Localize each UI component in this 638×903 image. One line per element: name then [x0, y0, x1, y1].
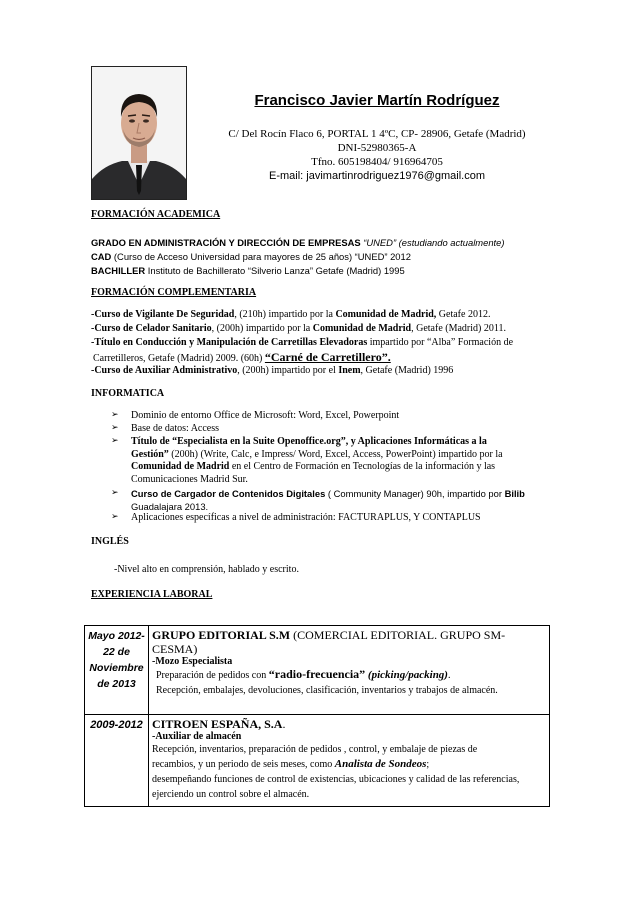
- job-desc: Preparación de pedidos con “radio-frecuencia” (picking/packing).: [156, 667, 451, 681]
- job-desc: Recepción, inventarios, preparación de pedidos , control, y embalaje de piezas de: [152, 744, 478, 755]
- arrow-bullet-icon: ➢: [111, 410, 119, 420]
- address: C/ Del Rocín Flaco 6, PORTAL 1 4ºC, CP- 28906, Getafe (Madrid): [228, 128, 526, 140]
- course-org: Comunidad de Madrid: [312, 323, 412, 334]
- specialist-detail: en el Centro de Formación en Tecnologías de la información y las: [229, 461, 496, 472]
- specialist-org: Comunidad de Madrid: [131, 461, 230, 472]
- cargador-title: Curso de Cargador de Contenidos Digitales: [131, 488, 326, 499]
- section-heading-complementary: FORMACIÓN COMPLEMENTARIA: [91, 287, 257, 298]
- arrow-bullet-icon: ➢: [111, 436, 119, 446]
- cargador-detail: ( Community Manager) 90h, impartido por: [325, 488, 505, 499]
- carne-carretillero: “Carné de Carretillero”.: [264, 350, 391, 364]
- course-title: -Título en Conducción y Manipulación de Carretillas Elevadoras: [91, 337, 368, 348]
- arrow-bullet-icon: ➢: [111, 423, 119, 433]
- table-row: [85, 626, 550, 715]
- cargador-org: Bilib: [504, 488, 525, 499]
- bachiller-detail: Instituto de Bachillerato “Silverio Lanza” Getafe (Madrid) 1995: [147, 265, 405, 276]
- course-text: , Getafe (Madrid) 2011.: [411, 323, 506, 334]
- table-row: [85, 715, 550, 807]
- academic-line-bachiller: [91, 265, 405, 276]
- academic-line-degree: [91, 237, 504, 248]
- experience-table: [84, 625, 550, 807]
- phone: Tfno. 605198404/ 916964705: [311, 156, 443, 168]
- profile-photo: [91, 66, 187, 200]
- cad-detail: (Curso de Acceso Universidad para mayores de 25 años) “UNED” 2012: [113, 251, 411, 262]
- specialist-detail: (200h) (Write, Calc, e Impress/ Word, Excel, Access, PowerPoint) impartido por la: [168, 448, 503, 460]
- specialist-title: Título de “Especialista en la Suite Openoffice.org”, y Aplicaciones Informáticas a la: [131, 436, 487, 447]
- course-carretillas-cont: [93, 350, 391, 365]
- degree-status: “UNED” (estudiando actualmente): [363, 237, 505, 248]
- job-date: Mayo 2012- 22 de Noviembre de 2013: [85, 626, 149, 715]
- company: GRUPO EDITORIAL S.M (COMERCIAL EDITORIAL. GRUPO SM-: [152, 628, 506, 642]
- email: E-mail: javimartinrodriguez1976@gmail.com: [269, 170, 485, 182]
- job-desc: ejerciendo un control sobre el almacén.: [152, 789, 310, 800]
- course-text: , Getafe (Madrid) 1996: [360, 365, 454, 376]
- academic-line-cad: [91, 251, 411, 262]
- portrait-image: [92, 67, 186, 199]
- course-carretillas: [91, 337, 513, 348]
- english-level: -Nivel alto en comprensión, hablado y escrito.: [114, 564, 299, 575]
- company-cont: CESMA): [152, 642, 198, 656]
- course-celador: [91, 323, 506, 334]
- bachiller-label: BACHILLER: [91, 265, 146, 276]
- course-title: -Curso de Vigilante De Seguridad: [91, 309, 235, 320]
- job-desc: desempeñando funciones de control de existencias, ubicaciones y calidad de las referencias,: [152, 774, 520, 785]
- dni: DNI-52980365-A: [337, 142, 417, 154]
- section-heading-informatica: INFORMATICA: [91, 388, 165, 399]
- job-details: [149, 626, 550, 715]
- company: CITROEN ESPAÑA, S.A.: [152, 717, 286, 731]
- degree-title: GRADO EN ADMINISTRACIÓN Y DIRECCIÓN DE EMPRESAS: [91, 237, 361, 248]
- specialist-title-cont: Gestión”: [131, 448, 169, 460]
- cad-label: CAD: [91, 251, 112, 262]
- specialist-detail: Comunicaciones Madrid Sur.: [131, 473, 248, 485]
- arrow-bullet-icon: ➢: [111, 512, 119, 522]
- job-details: [149, 715, 550, 807]
- job-desc: recambios, y un periodo de seis meses, como Analista de Sondeos;: [152, 758, 430, 770]
- section-heading-experience: EXPERIENCIA LABORAL: [91, 589, 213, 600]
- course-text: Carretilleros, Getafe (Madrid) 2009. (60h): [93, 353, 265, 364]
- job-role: -Auxiliar de almacén: [152, 731, 242, 742]
- course-title: -Curso de Auxiliar Administrativo: [91, 365, 238, 376]
- job-desc: Recepción, embalajes, devoluciones, clasificación, inventarios y trabajos de almacén.: [156, 685, 498, 696]
- course-text: , (210h) impartido por la: [234, 309, 336, 320]
- job-role: -Mozo Especialista: [152, 656, 233, 667]
- full-name: Francisco Javier Martín Rodríguez: [254, 92, 500, 109]
- course-org: Comunidad de Madrid,: [335, 309, 437, 320]
- course-text: , (200h) impartido por el: [237, 365, 339, 376]
- course-text: Getafe 2012.: [436, 309, 491, 320]
- course-org: Inem: [338, 365, 361, 376]
- course-vigilante: [91, 309, 490, 320]
- course-administrativo: [91, 365, 453, 376]
- cargador-detail: Guadalajara 2013.: [131, 501, 209, 512]
- section-heading-academic: FORMACIÓN ACADEMICA: [91, 209, 221, 220]
- course-text: impartido por “Alba” Formación de: [367, 337, 514, 348]
- arrow-bullet-icon: ➢: [111, 488, 119, 498]
- course-title: -Curso de Celador Sanitario: [91, 323, 212, 334]
- course-text: , (200h) impartido por la: [211, 323, 313, 334]
- section-heading-ingles: INGLÉS: [91, 536, 129, 547]
- job-date: 2009-2012: [85, 715, 149, 807]
